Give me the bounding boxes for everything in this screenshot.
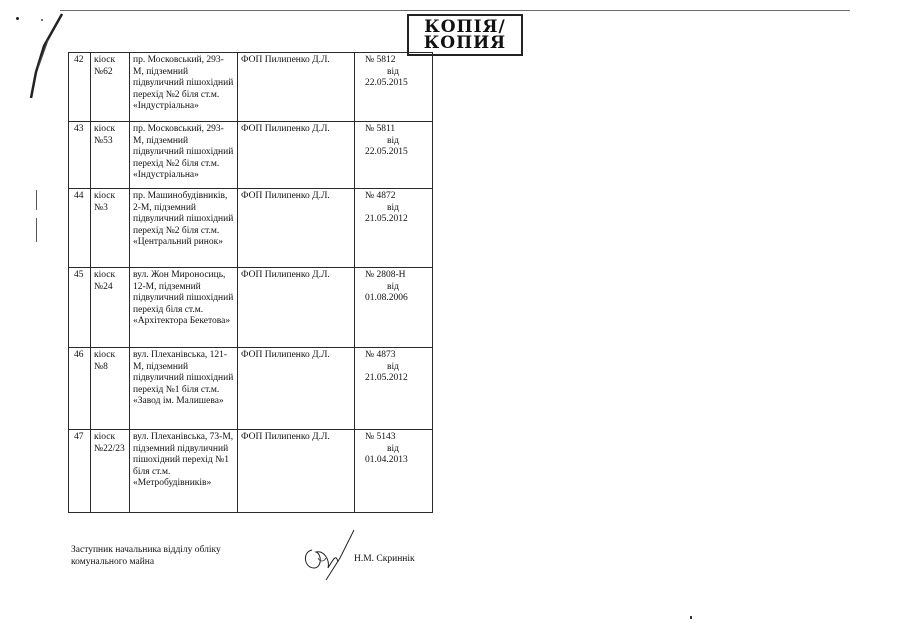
scan-top-line bbox=[60, 10, 850, 11]
owner-name: ФОП Пилипенко Д.Л. bbox=[238, 430, 355, 513]
handwritten-signature bbox=[300, 528, 362, 582]
document-date: 21.05.2012 bbox=[365, 373, 408, 383]
kiosk-address: вул. Плеханівська, 73-М, підземний підвуличний пішохідний перехід №1 біля ст.м. «Метробудівників» bbox=[130, 430, 238, 513]
table-row bbox=[69, 268, 433, 348]
document-cell bbox=[355, 348, 433, 430]
owner-name: ФОП Пилипенко Д.Л. bbox=[238, 189, 355, 268]
scan-edge-mark bbox=[18, 10, 68, 105]
scan-edge-mark bbox=[36, 190, 37, 210]
table-row bbox=[69, 348, 433, 430]
document-number: № 4872 bbox=[365, 191, 396, 201]
document-date: 21.05.2012 bbox=[365, 214, 408, 224]
document-date: 01.08.2006 bbox=[365, 293, 408, 303]
kiosk-address: пр. Московський, 293-М, підземний підвуличний пішохідний перехід №2 біля ст.м. «Індустріальна» bbox=[130, 53, 238, 122]
row-number: 45 bbox=[69, 268, 91, 348]
scan-edge-mark bbox=[36, 218, 37, 242]
row-number: 43 bbox=[69, 122, 91, 189]
row-number: 47 bbox=[69, 430, 91, 513]
stamp-line-2: КОПИЯ bbox=[423, 33, 507, 53]
document-cell bbox=[355, 122, 433, 189]
kiosk-id: кіоск №24 bbox=[91, 268, 130, 348]
row-number: 42 bbox=[69, 53, 91, 122]
kiosk-id: кіоск №62 bbox=[91, 53, 130, 122]
owner-name: ФОП Пилипенко Д.Л. bbox=[238, 53, 355, 122]
signer-position bbox=[71, 544, 221, 568]
kiosk-address: вул. Жон Мироносиць, 12-М, підземний підвуличний пішохідний перехід біля ст.м. «Архітектора Бекетова» bbox=[130, 268, 238, 348]
document-date: 22.05.2015 bbox=[365, 147, 408, 157]
document-cell bbox=[355, 430, 433, 513]
signer-name: Н.М. Скриннік bbox=[354, 554, 415, 564]
signer-position-line-1: Заступник начальника відділу обліку bbox=[71, 545, 221, 555]
row-number: 44 bbox=[69, 189, 91, 268]
document-from: від bbox=[387, 66, 399, 77]
kiosk-id: кіоск №3 bbox=[91, 189, 130, 268]
document-cell bbox=[355, 189, 433, 268]
document-number: № 2808-Н bbox=[365, 270, 406, 280]
document-number: № 5811 bbox=[365, 124, 396, 134]
owner-name: ФОП Пилипенко Д.Л. bbox=[238, 348, 355, 430]
signer-position-line-2: комунального майна bbox=[71, 557, 155, 567]
kiosk-address: пр. Машинобудівників, 2-М, підземний підвуличний пішохідний перехід №2 біля ст.м. «Центральний ринок» bbox=[130, 189, 238, 268]
table-row bbox=[69, 122, 433, 189]
scan-speck bbox=[690, 616, 692, 619]
row-number: 46 bbox=[69, 348, 91, 430]
owner-name: ФОП Пилипенко Д.Л. bbox=[238, 122, 355, 189]
table-row bbox=[69, 189, 433, 268]
stamp-line-1: КОПІЯ/ bbox=[424, 17, 506, 37]
document-from: від bbox=[387, 281, 399, 292]
kiosk-id: кіоск №8 bbox=[91, 348, 130, 430]
document-date: 01.04.2013 bbox=[365, 455, 408, 465]
kiosk-address: пр. Московський, 293-М, підземний підвуличний пішохідний перехід №2 біля ст.м. «Індустріальна» bbox=[130, 122, 238, 189]
table-row bbox=[69, 53, 433, 122]
document-number: № 5143 bbox=[365, 432, 396, 442]
document-number: № 4873 bbox=[365, 350, 396, 360]
kiosk-registry-table bbox=[68, 52, 433, 513]
document-cell bbox=[355, 53, 433, 122]
copy-stamp bbox=[407, 14, 523, 56]
document-cell bbox=[355, 268, 433, 348]
table-row bbox=[69, 430, 433, 513]
document-from: від bbox=[387, 202, 399, 213]
kiosk-address: вул. Плеханівська, 121-М, підземний підвуличний пішохідний перехід №1 біля ст.м. «Завод ім. Малишева» bbox=[130, 348, 238, 430]
document-from: від bbox=[387, 361, 399, 372]
document-number: № 5812 bbox=[365, 55, 396, 65]
document-from: від bbox=[387, 443, 399, 454]
kiosk-id: кіоск №53 bbox=[91, 122, 130, 189]
owner-name: ФОП Пилипенко Д.Л. bbox=[238, 268, 355, 348]
document-from: від bbox=[387, 135, 399, 146]
document-date: 22.05.2015 bbox=[365, 78, 408, 88]
kiosk-id: кіоск №22/23 bbox=[91, 430, 130, 513]
